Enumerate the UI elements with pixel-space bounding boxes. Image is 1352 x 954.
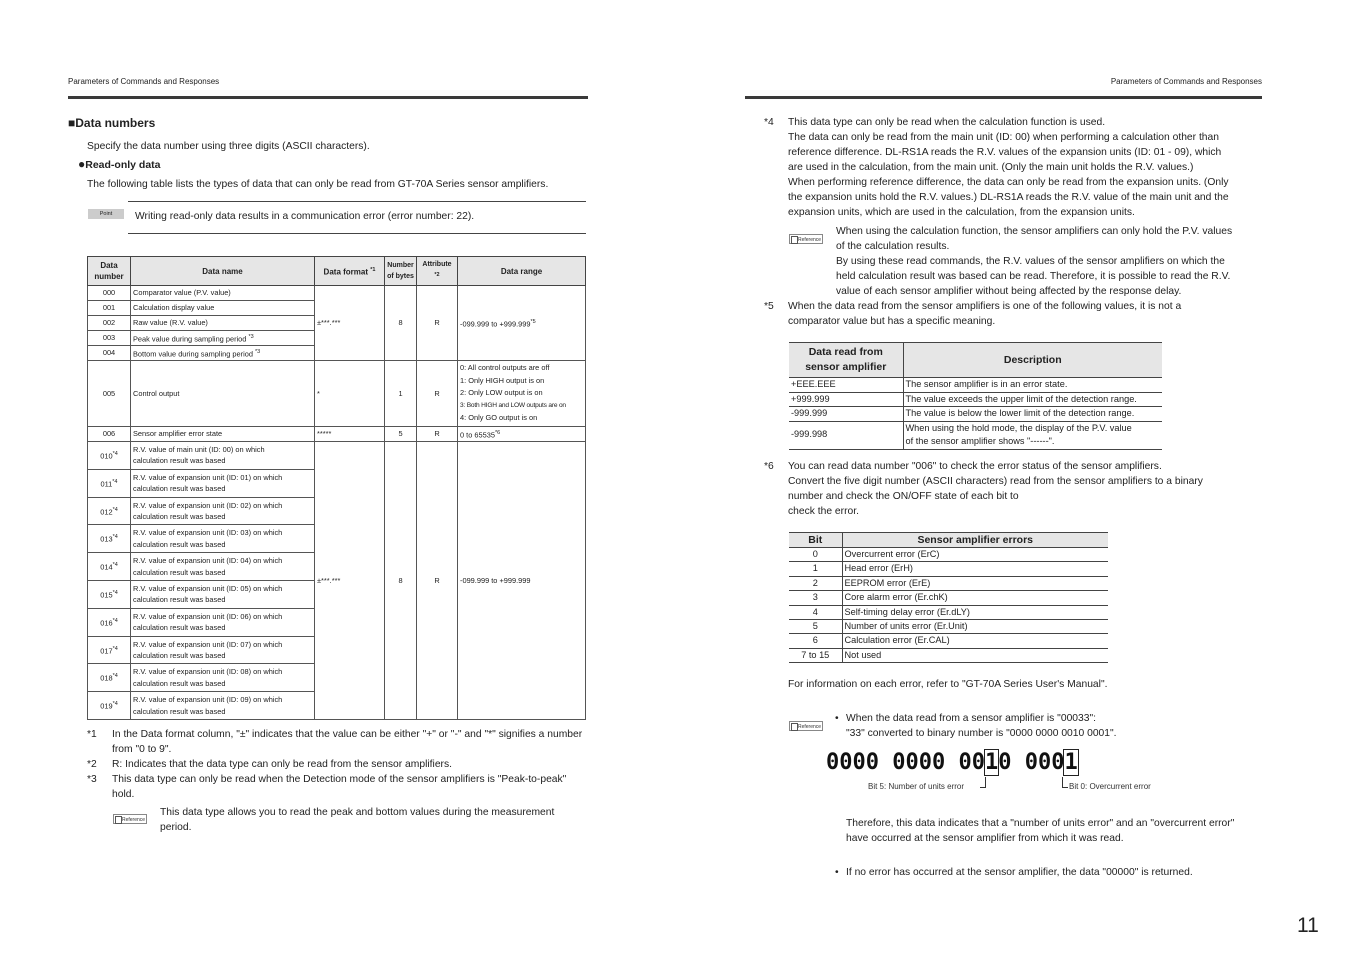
point-text: Writing read-only data results in a communication error (error number: 22). xyxy=(135,211,475,222)
table-row: 000 Comparator value (P.V. value) ±***.*** 8 R -099.999 to $+999.999^{*5}$ xyxy=(88,286,586,301)
section-title: Data numbers xyxy=(75,116,156,130)
binary-display: 0000 0000 0010 0001 xyxy=(826,750,1078,775)
table-row: 0 Overcurrent error (ErC) xyxy=(789,548,1108,562)
footnote-1: *1 In the Data format column, "±" indicates that the value can be either "+" or "-" and "*" signifies a number from "0 to 9". xyxy=(87,729,583,755)
note6-text: You can read data number "006" to check the error status of the sensor amplifiers. Convert the five digit number (ASCII characters) read from the sensor amplifiers to a binary number and check the ON/OFF state of each bit to check the error. xyxy=(788,461,1203,517)
no-error-text: If no error has occurred at the sensor amplifier, the data "00000" is returned. xyxy=(846,867,1193,878)
read-only-data-table xyxy=(87,256,586,720)
table-row: 7 to 15 Not used xyxy=(789,648,1108,662)
bit0-callout-line xyxy=(1062,777,1063,787)
table-row: 4 Self-timing delay error (Er.dLY) xyxy=(789,605,1108,619)
header-rule-left xyxy=(68,96,588,99)
reference-note-4: When using the calculation function, the sensor amplifiers can only hold the P.V. values of the calculation results. By using these read commands, the R.V. values of the sensor amplifiers on which the held calculation result was based can be read. Therefore, it is possible to read the R.V. value of each sensor amplifier without being affected by the response delay. xyxy=(836,226,1233,297)
bit5-callout-tick xyxy=(980,787,986,788)
note5-mark: *5 xyxy=(764,301,774,312)
table-row: 010$^{*4}$ R.V. value of main unit (ID: 00) on which calculation result was based ±***.*** 8 R -099.999 to +999.999 xyxy=(88,442,586,470)
col-header-number: Data number xyxy=(88,257,131,286)
table-row: 002 Raw value (R.V. value) xyxy=(88,316,586,331)
table-row: +EEE.EEE The sensor amplifier is in an error state. xyxy=(789,378,1162,393)
bit0-callout-tick xyxy=(1062,787,1068,788)
table-row: 003 Peak value during sampling period $^{*3}$ xyxy=(88,331,586,346)
col-header-name: Data name xyxy=(131,257,315,286)
table-row: 015$^{*4}$ R.V. value of expansion unit (ID: 05) on which calculation result was based xyxy=(88,580,586,608)
section-heading xyxy=(68,116,155,130)
table-row: 1 Head error (ErH) xyxy=(789,562,1108,576)
bit0-highlight: 1 xyxy=(1064,750,1078,775)
bit5-label: Bit 5: Number of units error xyxy=(868,782,965,791)
table-row: 018$^{*4}$ R.V. value of expansion unit (ID: 08) on which calculation result was based xyxy=(88,664,586,692)
subsection-intro: The following table lists the types of data that can only be read from GT-70A Series sensor amplifiers. xyxy=(87,179,549,190)
control-output-range: 0: All control outputs are off 1: Only HIGH output is on 2: Only LOW output is on 3: Both HIGH and LOW outputs are on 4: Only GO output is on xyxy=(458,361,586,427)
example-bullet: • xyxy=(835,713,839,724)
table-row: 3 Core alarm error (Er.chK) xyxy=(789,591,1108,605)
footnote-3: *3 This data type can only be read when the Detection mode of the sensor amplifiers is "Peak-to-peak" hold. xyxy=(87,774,567,800)
no-error-bullet: • xyxy=(835,867,839,878)
bit5-callout-line xyxy=(985,777,986,787)
bit0-label: Bit 0: Overcurrent error xyxy=(1069,782,1151,791)
col-header-attribute: Attribute $^{*2}$ xyxy=(417,257,458,286)
header-right: Parameters of Commands and Responses xyxy=(1110,77,1262,86)
col-header-range: Data range xyxy=(458,257,586,286)
col-header-data-read: Data read from sensor amplifier xyxy=(789,343,903,378)
bit5-highlight: 1 xyxy=(984,750,999,775)
reference-note-left: This data type allows you to read the peak and bottom values during the measurement period. xyxy=(160,807,555,833)
note5-text: When the data read from the sensor amplifiers is one of the following values, it is not a comparator value but has a specific meaning. xyxy=(788,301,1182,327)
reference-icon: Reference xyxy=(789,715,823,733)
header-rule-right xyxy=(745,96,1262,99)
table-row: -999.998 When using the hold mode, the display of the P.V. value of the sensor amplifier shows "------". xyxy=(789,421,1162,449)
example-text: When the data read from a sensor amplifier is "00033": "33" converted to binary number is "0000 0000 0010 0001". xyxy=(846,713,1117,739)
table-row: 012$^{*4}$ R.V. value of expansion unit (ID: 02) on which calculation result was based xyxy=(88,497,586,525)
page-number: 11 xyxy=(1297,914,1319,937)
table-row: 016$^{*4}$ R.V. value of expansion unit (ID: 06) on which calculation result was based xyxy=(88,608,586,636)
table-row: 011$^{*4}$ R.V. value of expansion unit (ID: 01) on which calculation result was based xyxy=(88,469,586,497)
col-header-format: Data format $^{*1}$ xyxy=(315,257,385,286)
table-row: 5 Number of units error (Er.Unit) xyxy=(789,620,1108,634)
subsection-heading xyxy=(78,157,161,171)
table-row: 006 Sensor amplifier error state ***** 5 R 0 to 65535$^{*6}$ xyxy=(88,427,586,442)
table-row: 013$^{*4}$ R.V. value of expansion unit (ID: 03) on which calculation result was based xyxy=(88,525,586,553)
table-row: 6 Calculation error (Er.CAL) xyxy=(789,634,1108,648)
special-values-table xyxy=(789,342,1162,450)
reference-icon: Reference xyxy=(113,808,147,826)
col-header-bytes: Number of bytes xyxy=(385,257,417,286)
col-header-errors: Sensor amplifier errors xyxy=(842,533,1108,548)
note6-mark: *6 xyxy=(764,461,774,472)
col-header-bit: Bit xyxy=(789,533,842,548)
reference-icon: Reference xyxy=(789,228,823,246)
footnote-2: *2 R: Indicates that the data type can only be read from the sensor amplifiers. xyxy=(87,759,452,770)
error-bits-table xyxy=(789,532,1108,663)
table-row: 001 Calculation display value xyxy=(88,301,586,316)
bullet-marker: ● xyxy=(78,157,86,171)
table-row: 005 Control output * 1 R 0: All control outputs are off 1: Only HIGH output is on 2: Only LOW output is on 3: Both HIGH and LOW outputs are on 4: Only GO output is on xyxy=(88,361,586,427)
header-left: Parameters of Commands and Responses xyxy=(68,77,220,86)
col-header-description: Description xyxy=(903,343,1162,378)
table-row: 2 EEPROM error (ErE) xyxy=(789,576,1108,590)
point-box xyxy=(128,201,586,234)
point-badge: Point xyxy=(88,202,124,220)
therefore-text: Therefore, this data indicates that a "number of units error" and an "overcurrent error" have occurred at the sensor amplifier from which it was read. xyxy=(846,818,1235,844)
table-row: 014$^{*4}$ R.V. value of expansion unit (ID: 04) on which calculation result was based xyxy=(88,553,586,581)
table-row: 004 Bottom value during sampling period $^{*3}$ xyxy=(88,346,586,361)
table-row: 019$^{*4}$ R.V. value of expansion unit (ID: 09) on which calculation result was based xyxy=(88,692,586,720)
section-marker: ■ xyxy=(68,116,76,130)
table-row: -999.999 The value is below the lower limit of the detection range. xyxy=(789,407,1162,422)
subsection-title: Read-only data xyxy=(85,159,161,171)
note4-text: This data type can only be read when the calculation function is used. The data can only be read from the main unit (ID: 00) when performing a calculation other than reference difference. DL-RS1A reads the R.V. values of the expansion units (ID: 01 - 09), which are used in the calculation, from the main unit. (Only the main unit holds the R.V. values.) When performing reference difference, the data can only be read from the expansion units. (Only the expansion units hold the R.V. values.) DL-RS1A reads the R.V. value of the main unit and the expansion units, which are used in the calculation, from the expansion units. xyxy=(788,117,1229,218)
footnotes-left xyxy=(87,727,587,802)
section-intro: Specify the data number using three digits (ASCII characters). xyxy=(87,141,370,152)
note4-mark: *4 xyxy=(764,117,774,128)
table-row: +999.999 The value exceeds the upper limit of the detection range. xyxy=(789,392,1162,407)
table-row: 017$^{*4}$ R.V. value of expansion unit (ID: 07) on which calculation result was based xyxy=(88,636,586,664)
refer-manual-text: For information on each error, refer to "GT-70A Series User's Manual". xyxy=(788,679,1108,690)
range-cell: -099.999 to $+999.999^{*5}$ xyxy=(458,286,586,361)
